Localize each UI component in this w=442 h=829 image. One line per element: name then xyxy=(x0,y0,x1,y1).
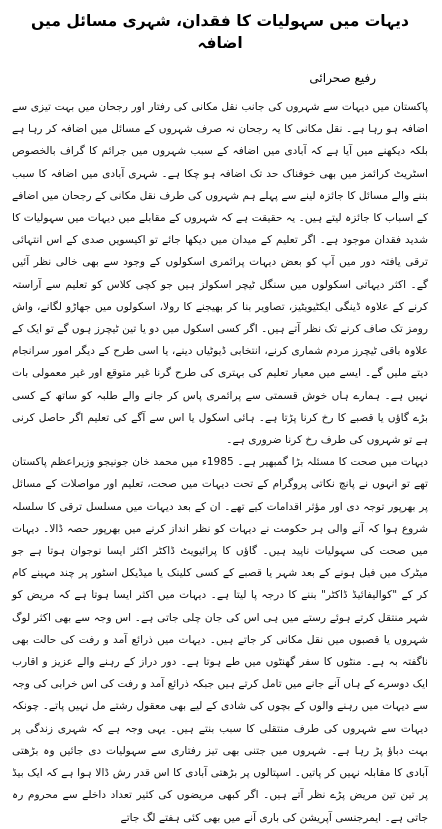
article-paragraph-2: دیہات میں صحت کا مسئلہ بڑا گمبھیر ہے۔ 1985ء میں محمد خان جونیجو وزیراعظم پاکستان تھے تو انہوں نے پانچ نکاتی پروگرام کے تحت دیہات میں صحت، تعلیم اور مواصلات کے مسائل پر بھرپور توجہ دی اور مؤثر اقدامات کیے تھے۔ ان کے بعد دیہات میں مسلسل ترقی کا سلسلہ شروع ہوا کہ آنے والی ہر حکومت نے دیہات کو نظر انداز کرنے میں بھرپور حصہ ڈالا۔ دیہات میں صحت کی سہولیات ناپید ہیں۔ گاؤں کا پرائیویٹ ڈاکٹر اکثر ایسا نوجوان ہوتا ہے جو میٹرک میں فیل ہونے کے بعد شہر یا قصبے کے کسی کلینک یا میڈیکل اسٹور پر چند مہینے کام کر کے "کوالیفائیڈ ڈاکٹر" بننے کا درجہ پا لیتا ہے۔ دیہات میں اکثر ایسا ہوتا ہے کہ مریض کو شہر منتقل کرتے ہوئے رستے میں ہی اس کی جان چلی جاتی ہے۔ اس وجہ سے بھی اکثر لوگ شہروں یا قصبوں میں نقل مکانی کر جاتے ہیں۔ دیہات میں ذرائع آمد و رفت کی حالت بھی ناگفتہ بہ ہے۔ منٹوں کا سفر گھنٹوں میں طے ہوتا ہے۔ دور دراز کے رہنے والے عزیز و اقارب ایک دوسرے کے ہاں آنے جانے میں تامل کرتے ہیں جبکہ ذرائع آمد و رفت کی اس خرابی کی وجہ سے دیہات میں رہنے والوں کے بچوں کی شادی کے لیے بھی معقول رشتے مل نہیں پاتے۔ چونکہ دیہات سے شہروں کی طرف منتقلی کا سبب بنتے ہیں۔ یہی وجہ ہے کہ شہری زندگی پر بہت دباؤ پڑ رہا ہے۔ شہروں میں جتنی بھی تیز رفتاری سے سہولیات دی جائیں وہ بڑھتی آبادی کا مقابلہ نہیں کر پاتیں۔ اسپتالوں پر بڑھتی آبادی کا اس قدر رش ڈالا ہوا ہے کہ ایک بیڈ پر تین تین مریض پڑے نظر آتے ہیں۔ اگر کبھی مریضوں کی کثیر تعداد داخلے سے محروم رہ جاتی ہے۔ ایمرجنسی آپریشن کی باری آنے میں بھی کئی ہفتے لگ جاتے xyxy=(12,456,428,824)
article-paragraph-1: پاکستان میں دیہات سے شہروں کی جانب نقل مکانی کی رفتار اور رجحان میں بہت تیزی سے اضافہ ہو رہا ہے۔ نقل مکانی کا یہ رجحان نہ صرف شہروں کے مسائل میں اضافہ کر رہا ہے بلکہ دیکھنے میں آیا ہے کہ آبادی میں اضافہ کے سبب شہروں میں جرائم کا گراف بالخصوص اسٹریٹ کرائمز میں بھی خوفناک حد تک اضافہ ہو چکا ہے۔ شہری آبادی میں اضافہ کا سبب بننے والے مسائل کا جائزہ لینے سے پہلے ہم شہروں کی طرف نقل مکانی کے رجحان میں اضافے کے اسباب کا جائزہ لیتے ہیں۔ یہ حقیقت ہے کہ شہروں کے مقابلے میں دیہات میں سہولیات کا شدید فقدان موجود ہے۔ اگر تعلیم کے میدان میں دیکھا جائے تو اکیسویں صدی کے اس انتہائی ترقی یافتہ دور میں آپ کو بعض دیہات پرائمری اسکولوں کے وجود سے بھی خالی نظر آئیں گے۔ اکثر دیہاتی اسکولوں میں سنگل ٹیچر اسکولز ہیں جو کچی کلاس کو تعلیم سے آراستہ کرنے کے علاوہ ڈینگی ایکٹیویٹیز، تصاویر بنا کر بھیجنے کا رولا، اسکولوں میں جھاڑو لگانے، واش رومز تک صاف کرنے تک نظر آتے ہیں۔ اگر کسی اسکول میں دو یا تین ٹیچرز ہوں گے تو ایک کے علاوہ باقی ٹیچرز مردم شماری کرنے، انتخابی ڈیوٹیاں دینے، یا اسی طرح کے دیگر امور سرانجام دیتے ملیں گے۔ ایسے میں معیار تعلیم کی بہتری کی طرح گرنا غیر متوقع اور غیر معمولی بات نہیں ہے۔ ہمارے ہاں خوش قسمتی سے پرائمری پاس کر جانے والے طلبہ کو ساتھ کے کسی بڑے گاؤں یا قصبے کا رخ کرنا پڑتا ہے۔ ہائی اسکول یا اس سے آگے کی تعلیم اگر حاصل کرنی ہے تو شہروں کی طرف رخ کرنا ضروری ہے۔ xyxy=(12,101,428,447)
article-headline: دیہات میں سہولیات کا فقدان، شہری مسائل میں اضافہ xyxy=(31,12,409,52)
article-byline: رفیع صحرائی xyxy=(309,71,376,85)
